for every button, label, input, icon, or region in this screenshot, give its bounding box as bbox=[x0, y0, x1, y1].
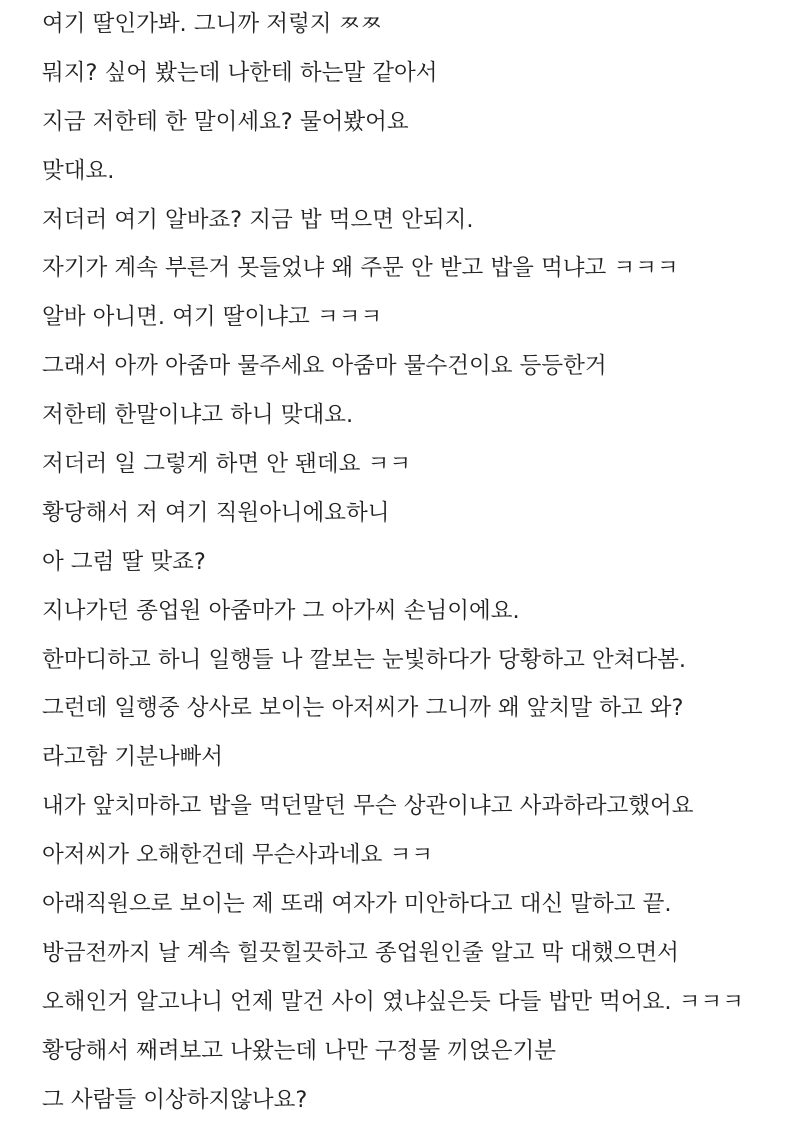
post-line: 오해인거 알고나니 언제 말건 사이 였냐싶은듯 다들 밥만 먹어요. ㅋㅋㅋ bbox=[42, 988, 744, 1015]
post-line: 저더러 일 그렇게 하면 안 됀데요 ㅋㅋ bbox=[42, 451, 411, 478]
post-line: 내가 앞치마하고 밥을 먹던말던 무슨 상관이냐고 사과하라고했어요 bbox=[42, 793, 694, 820]
post-line: 지나가던 종업원 아줌마가 그 아가씨 손님이에요. bbox=[42, 597, 520, 624]
post-line: 아래직원으로 보이는 제 또래 여자가 미안하다고 대신 말하고 끝. bbox=[42, 891, 672, 918]
post-line: 방금전까지 날 계속 힐끗힐끗하고 종업원인줄 알고 막 대했으면서 bbox=[42, 939, 679, 966]
post-line: 아 그럼 딸 맞죠? bbox=[42, 548, 206, 575]
post-line: 아저씨가 오해한건데 무슨사과네요 ㅋㅋ bbox=[42, 842, 433, 869]
post-line: 황당해서 저 여기 직원아니에요하니 bbox=[42, 499, 390, 526]
post-line: 그 사람들 이상하지않나요? bbox=[42, 1086, 308, 1113]
post-line: 그런데 일행중 상사로 보이는 아저씨가 그니까 왜 앞치말 하고 와? bbox=[42, 695, 684, 722]
post-line: 뭐지? 싶어 봤는데 나한테 하는말 같아서 bbox=[42, 59, 438, 86]
post-line: 알바 아니면. 여기 딸이냐고 ㅋㅋㅋ bbox=[42, 304, 383, 331]
post-line: 지금 저한테 한 말이세요? 물어봤어요 bbox=[42, 108, 409, 135]
post-line: 여기 딸인가봐. 그니까 저렇지 ㅉㅉ bbox=[42, 11, 383, 37]
post-line: 한마디하고 하니 일행들 나 깔보는 눈빛하다가 당황하고 안쳐다봄. bbox=[42, 646, 687, 673]
post-line: 그래서 아까 아줌마 물주세요 아줌마 물수건이요 등등한거 bbox=[42, 353, 607, 380]
post-line: 맞대요. bbox=[42, 157, 115, 184]
post-line: 저더러 여기 알바죠? 지금 밥 먹으면 안되지. bbox=[42, 206, 474, 233]
post-line: 자기가 계속 부른거 못들었냐 왜 주문 안 받고 밥을 먹냐고 ㅋㅋㅋ bbox=[42, 255, 679, 282]
post-line: 황당해서 째려보고 나왔는데 나만 구정물 끼얹은기분 bbox=[42, 1037, 556, 1064]
post-line: 저한테 한말이냐고 하니 맞대요. bbox=[42, 402, 354, 429]
post-line: 라고함 기분나빠서 bbox=[42, 744, 224, 771]
